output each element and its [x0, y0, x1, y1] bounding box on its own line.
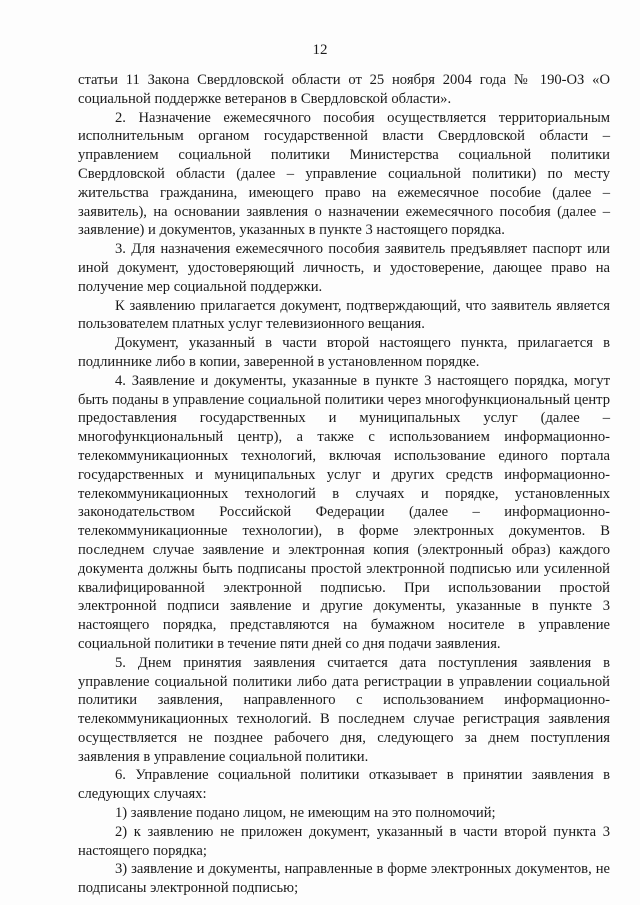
page-number: 12 [312, 42, 328, 58]
list-item-3: 3) заявление и документы, направленные в форме электронных документов, не подписаны электронной подписью; [78, 861, 610, 897]
paragraph-4: 4. Заявление и документы, указанные в пункте 3 настоящего порядка, могут быть поданы в управление социальной политики через многофункциональный центр предоставления государственных и муниципальных услуг (далее – многофункциональный центр), а также с использованием информационно-телекоммуникационных технологий, включая использование единого портала государственных и муниципальных услуг и других средств информационно-телекоммуникационных технологий в случаях и порядке, установленных законодательством Российской Федерации (далее – информационно-телекоммуникационные технологии), в форме электронных документов. В последнем случае заявление и электронная копия (электронный образ) каждого документа должны быть подписаны простой электронной подписью или усиленной квалифицированной электронной подписью. При использовании простой электронной подписи заявление и другие документы, указанные в пункте 3 настоящего порядка, представляются на бумажном носителе в управление социальной политики в течение пяти дней со дня подачи заявления. [78, 372, 610, 652]
paragraph-continuation: статьи 11 Закона Свердловской области от 25 ноября 2004 года № 190-ОЗ «О социальной поддержке ветеранов в Свердловской области». [78, 72, 610, 107]
paragraph-3: 3. Для назначения ежемесячного пособия заявитель предъявляет паспорт или иной документ, удостоверяющий личность, и удостоверение, дающее право на получение мер социальной поддержки. [78, 241, 610, 295]
list-item-2: 2) к заявлению не приложен документ, указанный в части второй пункта 3 настоящего порядка; [78, 823, 610, 859]
paragraph-6: 6. Управление социальной политики отказывает в принятии заявления в следующих случаях: [78, 767, 610, 803]
document-body [78, 71, 610, 898]
paragraph-3-part-3: Документ, указанный в части второй настоящего пункта, прилагается в подлиннике либо в копии, заверенной в установленном порядке. [78, 335, 610, 370]
list-item-1: 1) заявление подано лицом, не имеющим на это полномочий; [115, 805, 496, 822]
paragraph-2: 2. Назначение ежемесячного пособия осуществляется территориальным исполнительным органом государственной власти Свердловской области – управлением социальной политики Министерства социальной политики Свердловской области (далее – управление социальной политики) по месту жительства гражданина, имеющего право на ежемесячное пособие (далее – заявитель), на основании заявления о назначении ежемесячного пособия (далее – заявление) и документов, указанных в пункте 3 настоящего порядка. [78, 109, 610, 239]
paragraph-5: 5. Днем принятия заявления считается дата поступления заявления в управление социальной политики либо дата регистрации в управлении социальной политики заявления, направленного с использованием информационно-телекоммуникационных технологий. В последнем случае регистрация заявления осуществляется не позднее рабочего дня, следующего за днем поступления заявления в управление социальной политики. [78, 654, 610, 765]
paragraph-3-part-2: К заявлению прилагается документ, подтверждающий, что заявитель является пользователем платных услуг телевизионного вещания. [78, 297, 610, 333]
